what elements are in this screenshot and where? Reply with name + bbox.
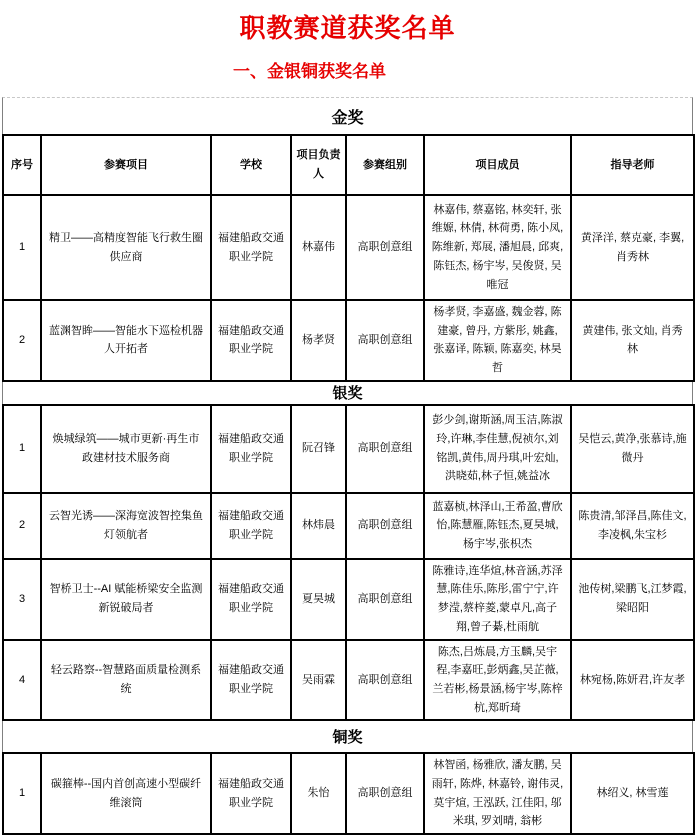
column-header-advisors: 指导老师: [571, 135, 694, 195]
cell-group: 高职创意组: [346, 559, 424, 640]
cell-serial: 1: [3, 405, 41, 493]
cell-group: 高职创意组: [346, 300, 424, 381]
table-row: [3, 753, 694, 834]
column-header-members: 项目成员: [424, 135, 571, 195]
cell-group: 高职创意组: [346, 493, 424, 559]
cell-members: 林嘉伟, 蔡嘉铭, 林奕轩, 张维嫄, 林倩, 林荷勇, 陈小凤, 陈维新, 郑展, 潘旭晨, 邱爽, 陈钰杰, 杨宇岑, 吴俊贤, 吴唯冠: [424, 195, 571, 300]
column-header-project: 参赛项目: [41, 135, 211, 195]
table-row: [3, 640, 694, 721]
cell-members: 陈雅诗,连华煊,林音涵,苏泽慧,陈佳乐,陈彤,雷宁宁,许梦滢,蔡梓菱,蒙卓凡,高子翔,曾子綦,杜雨航: [424, 559, 571, 640]
column-header-leader: 项目负责人: [291, 135, 346, 195]
cell-serial: 1: [3, 195, 41, 300]
cell-members: 林智函, 杨雅欣, 潘友鹏, 吴雨轩, 陈烨, 林嘉铃, 谢伟灵, 莫宇煊, 王泓跃, 江佳阳, 邬米琪, 罗刘晴, 翁彬: [424, 753, 571, 834]
cell-school: 福建船政交通职业学院: [211, 753, 291, 834]
cell-project: 碳箍棒--国内首创高速小型碳纤维滚筒: [41, 753, 211, 834]
cell-leader: 杨孝贤: [291, 300, 346, 381]
cell-project: 轻云路察--智慧路面质量检测系统: [41, 640, 211, 721]
column-header-serial: 序号: [3, 135, 41, 195]
cell-serial: 4: [3, 640, 41, 721]
cell-leader: 林炜晨: [291, 493, 346, 559]
cell-school: 福建船政交通职业学院: [211, 405, 291, 493]
cell-serial: 2: [3, 300, 41, 381]
awards-table-gold: [2, 134, 695, 382]
table-row: [3, 300, 694, 381]
column-header-school: 学校: [211, 135, 291, 195]
cell-leader: 林嘉伟: [291, 195, 346, 300]
cell-leader: 朱怡: [291, 753, 346, 834]
cell-advisors: 池传树,梁鹏飞,江梦霞,梁昭阳: [571, 559, 694, 640]
cell-leader: 吴雨霖: [291, 640, 346, 721]
award-band-silver: 银奖: [2, 382, 693, 404]
cell-school: 福建船政交通职业学院: [211, 195, 291, 300]
table-row: [3, 195, 694, 300]
cell-advisors: 林宛杨,陈妍君,许友孝: [571, 640, 694, 721]
cell-leader: 夏昊城: [291, 559, 346, 640]
cell-project: 精卫——高精度智能飞行救生圈供应商: [41, 195, 211, 300]
cell-members: 杨孝贤, 李嘉盛, 魏金蓉, 陈建豪, 曾丹, 方紫彤, 姚鑫, 张嘉译, 陈颖, 陈嘉奕, 林昊哲: [424, 300, 571, 381]
awards-table-bronze: [2, 752, 695, 835]
table-row: [3, 405, 694, 493]
section-heading: 一、金银铜获奖名单: [233, 62, 386, 81]
cell-serial: 3: [3, 559, 41, 640]
cell-group: 高职创意组: [346, 405, 424, 493]
awards-table-silver: [2, 404, 695, 722]
cell-school: 福建船政交通职业学院: [211, 493, 291, 559]
table-row: [3, 493, 694, 559]
cell-project: 焕城绿筑——城市更新·再生市政建材技术服务商: [41, 405, 211, 493]
cell-school: 福建船政交通职业学院: [211, 559, 291, 640]
cell-school: 福建船政交通职业学院: [211, 300, 291, 381]
award-band-gold: 金奖: [2, 97, 693, 134]
table-row: [3, 559, 694, 640]
cell-group: 高职创意组: [346, 753, 424, 834]
cell-members: 彭少剑,谢斯涵,周玉洁,陈淑玲,许琳,李佳慧,倪祯尔,刘铭凯,黄伟,周丹琪,叶宏灿,洪晓茹,林子恒,姚益冰: [424, 405, 571, 493]
cell-members: 蓝嘉桢,林泽山,王希盈,曹欣怡,陈慧雁,陈钰杰,夏昊城,杨宇岑,张枳杰: [424, 493, 571, 559]
cell-project: 智桥卫士--AI 赋能桥梁安全监测新锐破局者: [41, 559, 211, 640]
cell-school: 福建船政交通职业学院: [211, 640, 291, 721]
cell-project: 蓝渊智眸——智能水下巡检机器人开拓者: [41, 300, 211, 381]
cell-serial: 1: [3, 753, 41, 834]
table-header-row: [3, 135, 694, 195]
cell-members: 陈杰,吕炼晨,方玉麟,吴宇程,李嘉旺,彭炳鑫,吴芷薇,兰若彬,杨景涵,杨宇岑,陈梓杭,郑昕琦: [424, 640, 571, 721]
page-title: 职教赛道获奖名单: [239, 13, 456, 43]
cell-advisors: 吴恺云,黄净,张慕诗,施微丹: [571, 405, 694, 493]
cell-advisors: 黄泽洋, 蔡克豪, 李翼, 肖秀林: [571, 195, 694, 300]
cell-leader: 阮召锋: [291, 405, 346, 493]
cell-advisors: 陈贵清,邹泽昌,陈佳文,李凌枫,朱宝杉: [571, 493, 694, 559]
cell-group: 高职创意组: [346, 195, 424, 300]
cell-advisors: 林绍义, 林雪莲: [571, 753, 694, 834]
award-band-bronze: 铜奖: [2, 721, 693, 752]
column-header-group: 参赛组别: [346, 135, 424, 195]
cell-group: 高职创意组: [346, 640, 424, 721]
cell-advisors: 黄建伟, 张文灿, 肖秀林: [571, 300, 694, 381]
cell-serial: 2: [3, 493, 41, 559]
cell-project: 云智光诱——深海宽波智控集鱼灯领航者: [41, 493, 211, 559]
